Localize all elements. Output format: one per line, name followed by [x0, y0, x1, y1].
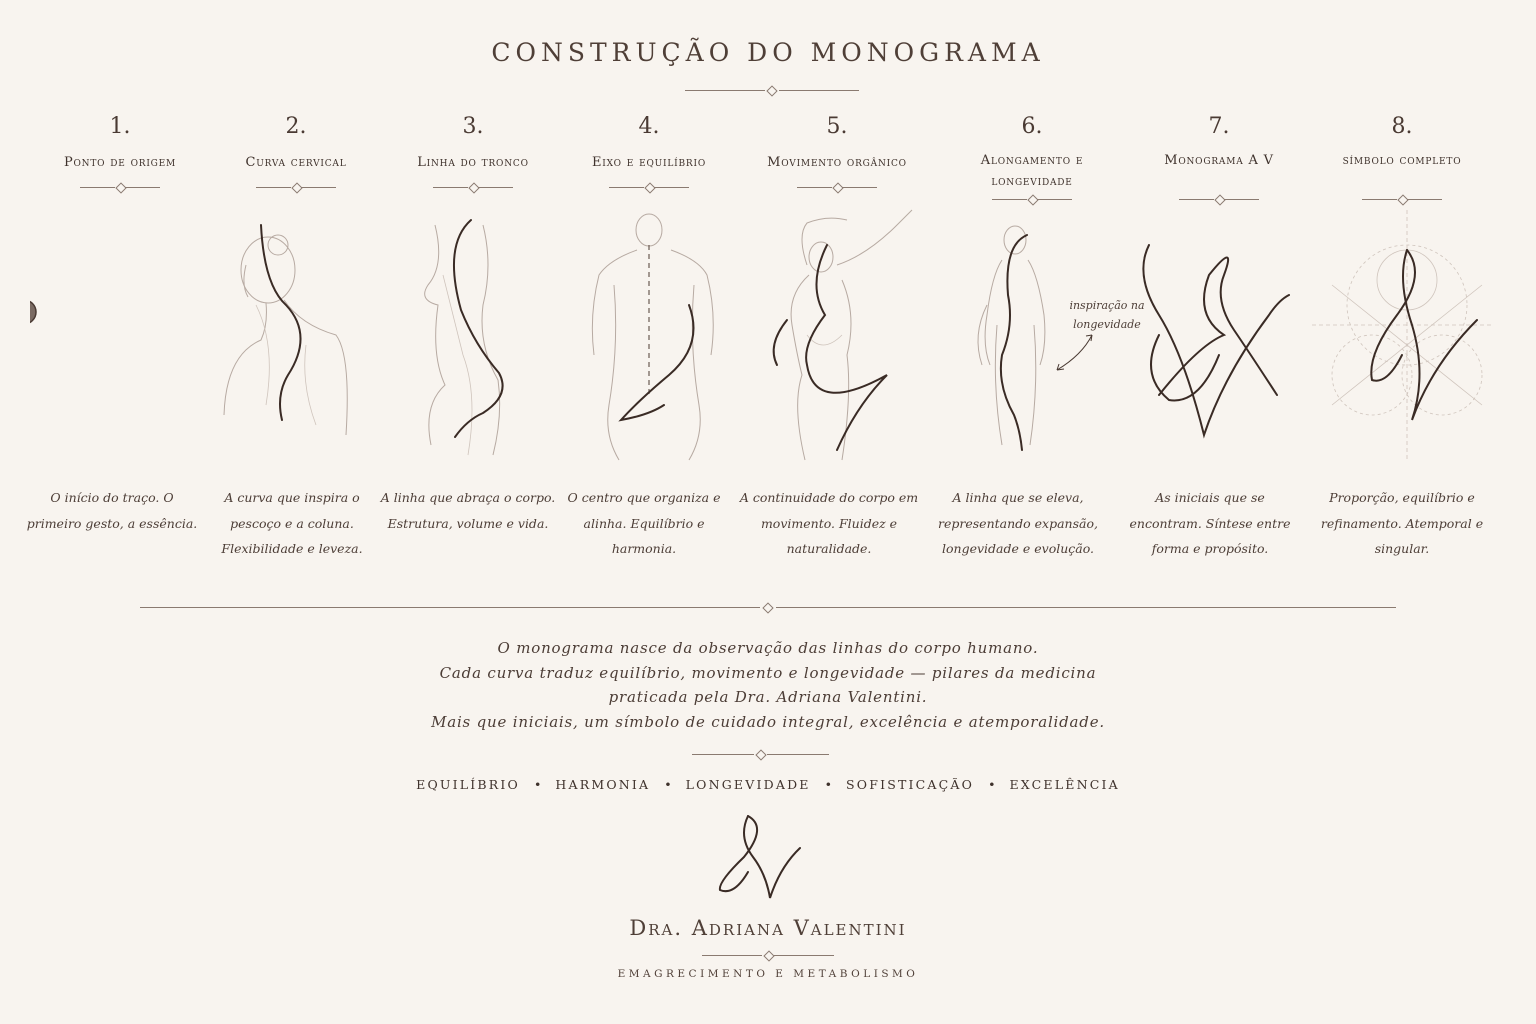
step-7-description: As iniciais que se encontram. Síntese entre forma e propósito.	[1129, 490, 1291, 556]
value-item: SOFISTICAÇÃO	[846, 777, 975, 792]
description-paragraph	[0, 636, 1536, 734]
title-ornament	[685, 86, 859, 96]
step-4-ornament	[609, 183, 689, 193]
step-3-ornament	[433, 183, 513, 193]
brand-name: Dra. Adriana Valentini	[629, 916, 907, 940]
step-2-description: A curva que inspira o pescoço e a coluna. Flexibilidade e leveza.	[221, 490, 363, 556]
value-separator: •	[824, 777, 832, 792]
cervical-curve-figure	[206, 205, 386, 470]
organic-movement-figure	[747, 205, 927, 470]
step-1-ornament	[80, 183, 160, 193]
longevity-annotation: inspiração na longevidade	[1069, 299, 1145, 331]
step-3-title: Linha do tronco	[417, 155, 529, 170]
origin-point-figure	[30, 205, 210, 470]
step-4-number: 4.	[638, 114, 660, 139]
elongation-figure	[942, 205, 1122, 470]
step-6-title: Alongamento e longevidade	[980, 153, 1084, 189]
torso-line-figure	[383, 205, 563, 470]
complete-symbol-figure	[1312, 205, 1492, 470]
section-divider	[140, 603, 1396, 613]
step-1-title: Ponto de origem	[63, 155, 177, 170]
step-7-number: 7.	[1208, 114, 1230, 139]
step-7-ornament	[1179, 195, 1259, 205]
av-monogram-figure	[1129, 205, 1309, 470]
monogram-logo	[708, 812, 804, 902]
values-list	[0, 777, 1536, 792]
axis-balance-figure	[559, 205, 739, 470]
value-separator: •	[664, 777, 672, 792]
paragraph-line-4: Mais que iniciais, um símbolo de cuidado integral, excelência e atemporalidade.	[431, 712, 1105, 731]
step-1-number: 1.	[109, 114, 131, 139]
origin-dot	[30, 300, 36, 324]
step-8-ornament	[1362, 195, 1442, 205]
step-5-ornament	[797, 183, 877, 193]
paragraph-line-1: O monograma nasce da observação das linhas do corpo humano.	[497, 639, 1039, 657]
step-8-description: Proporção, equilíbrio e refinamento. Atemporal e singular.	[1320, 490, 1484, 556]
paragraph-line-2: Cada curva traduz equilíbrio, movimento e longevidade — pilares da medicina	[439, 663, 1097, 682]
step-6-number: 6.	[1021, 114, 1043, 139]
step-6-description: A linha que se eleva, representando expansão, longevidade e evolução.	[938, 490, 1098, 556]
step-7-title: Monograma A V	[1164, 153, 1274, 168]
step-2-number: 2.	[285, 114, 307, 139]
step-3-number: 3.	[462, 114, 484, 139]
value-separator: •	[534, 777, 542, 792]
value-item: EQUILÍBRIO	[416, 777, 521, 792]
brand-subtitle: EMAGRECIMENTO E METABOLISMO	[617, 968, 919, 980]
value-item: HARMONIA	[555, 777, 651, 792]
value-item: LONGEVIDADE	[685, 777, 811, 792]
step-5-number: 5.	[826, 114, 848, 139]
step-4-title: Eixo e equilíbrio	[591, 155, 707, 170]
paragraph-line-3: praticada pela Dra. Adriana Valentini.	[608, 688, 928, 706]
step-3-description: A linha que abraça o corpo. Estrutura, volume e vida.	[380, 490, 556, 531]
step-5-description: A continuidade do corpo em movimento. Fluidez e naturalidade.	[739, 490, 919, 556]
step-2-ornament	[256, 183, 336, 193]
brand-ornament	[702, 951, 834, 961]
paragraph-ornament	[692, 750, 828, 760]
value-separator: •	[988, 777, 996, 792]
step-1-description: O início do traço. O primeiro gesto, a essência.	[26, 490, 198, 531]
step-6-ornament	[992, 195, 1072, 205]
value-item: EXCELÊNCIA	[1009, 777, 1120, 792]
page-title: CONSTRUÇÃO DO MONOGRAMA	[491, 38, 1045, 67]
annotation-arrow	[1057, 335, 1092, 370]
step-5-title: Movimento orgânico	[767, 155, 907, 170]
step-4-description: O centro que organiza e alinha. Equilíbrio e harmonia.	[567, 490, 721, 556]
step-8-title: símbolo completo	[1342, 153, 1462, 168]
step-2-title: Curva cervical	[245, 155, 347, 170]
step-8-number: 8.	[1391, 114, 1413, 139]
